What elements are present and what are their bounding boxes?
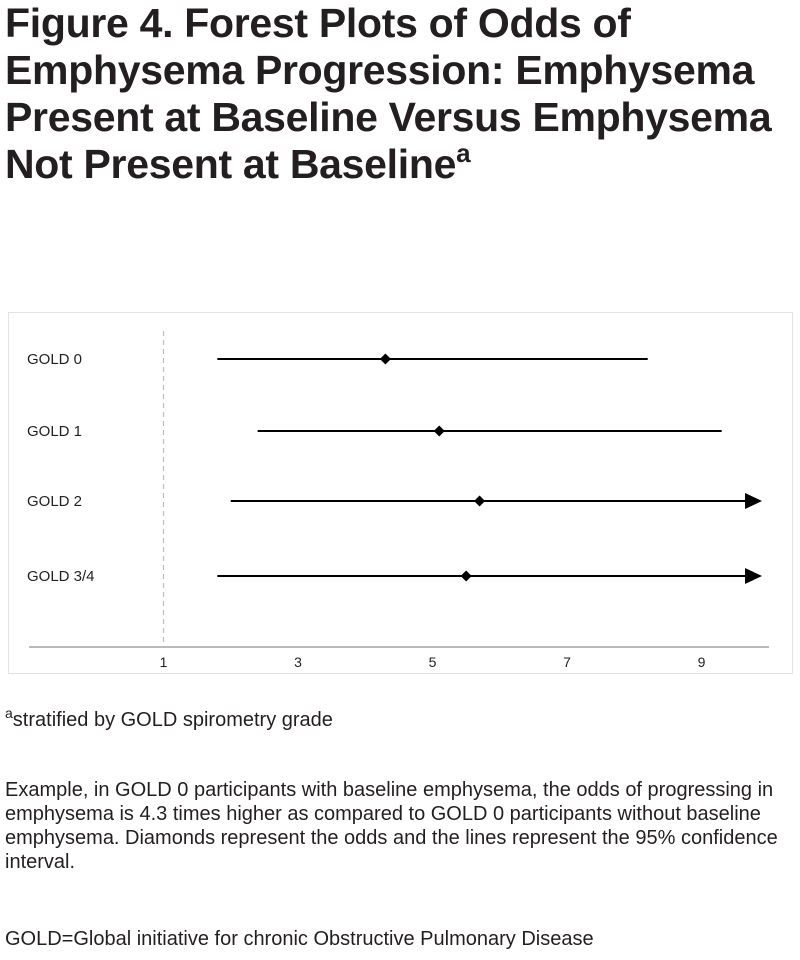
- row-label: GOLD 3/4: [27, 568, 95, 585]
- x-tick-label: 9: [697, 654, 706, 670]
- forest-plot-svg: [9, 313, 794, 675]
- figure-title-text: Figure 4. Forest Plots of Odds of Emphysema Progression: Emphysema Present at Baseline Versus Emphysema Not Present at Baseline: [5, 0, 772, 187]
- x-tick-label: 5: [428, 654, 437, 670]
- x-tick-label: 1: [159, 654, 168, 670]
- row-label: GOLD 0: [27, 351, 83, 368]
- footnote-marker: a: [5, 705, 13, 721]
- odds-ratio-diamond: [474, 496, 485, 507]
- odds-ratio-diamond: [461, 571, 472, 582]
- figure-title-superscript: a: [456, 138, 471, 168]
- gold-definition: GOLD=Global initiative for chronic Obstructive Pulmonary Disease: [5, 928, 594, 950]
- odds-ratio-diamond: [434, 426, 445, 437]
- ci-arrow: [745, 493, 762, 509]
- row-label: GOLD 2: [27, 493, 83, 510]
- ci-arrow: [745, 568, 762, 584]
- example-caption: Example, in GOLD 0 participants with baseline emphysema, the odds of progressing in emphysema is 4.3 times higher as compared to GOLD 0 participants without baseline emphysema. Diamonds represent the odds and the lines represent the 95% confidence interval.: [5, 779, 778, 873]
- figure-title: [5, 0, 795, 188]
- footnote: [5, 705, 333, 732]
- x-tick-label: 3: [294, 654, 302, 670]
- x-tick-label: 7: [563, 654, 571, 670]
- odds-ratio-diamond: [380, 354, 391, 365]
- row-label: GOLD 1: [27, 423, 83, 440]
- forest-plot: [8, 312, 793, 674]
- footnote-text: stratified by GOLD spirometry grade: [12, 709, 333, 731]
